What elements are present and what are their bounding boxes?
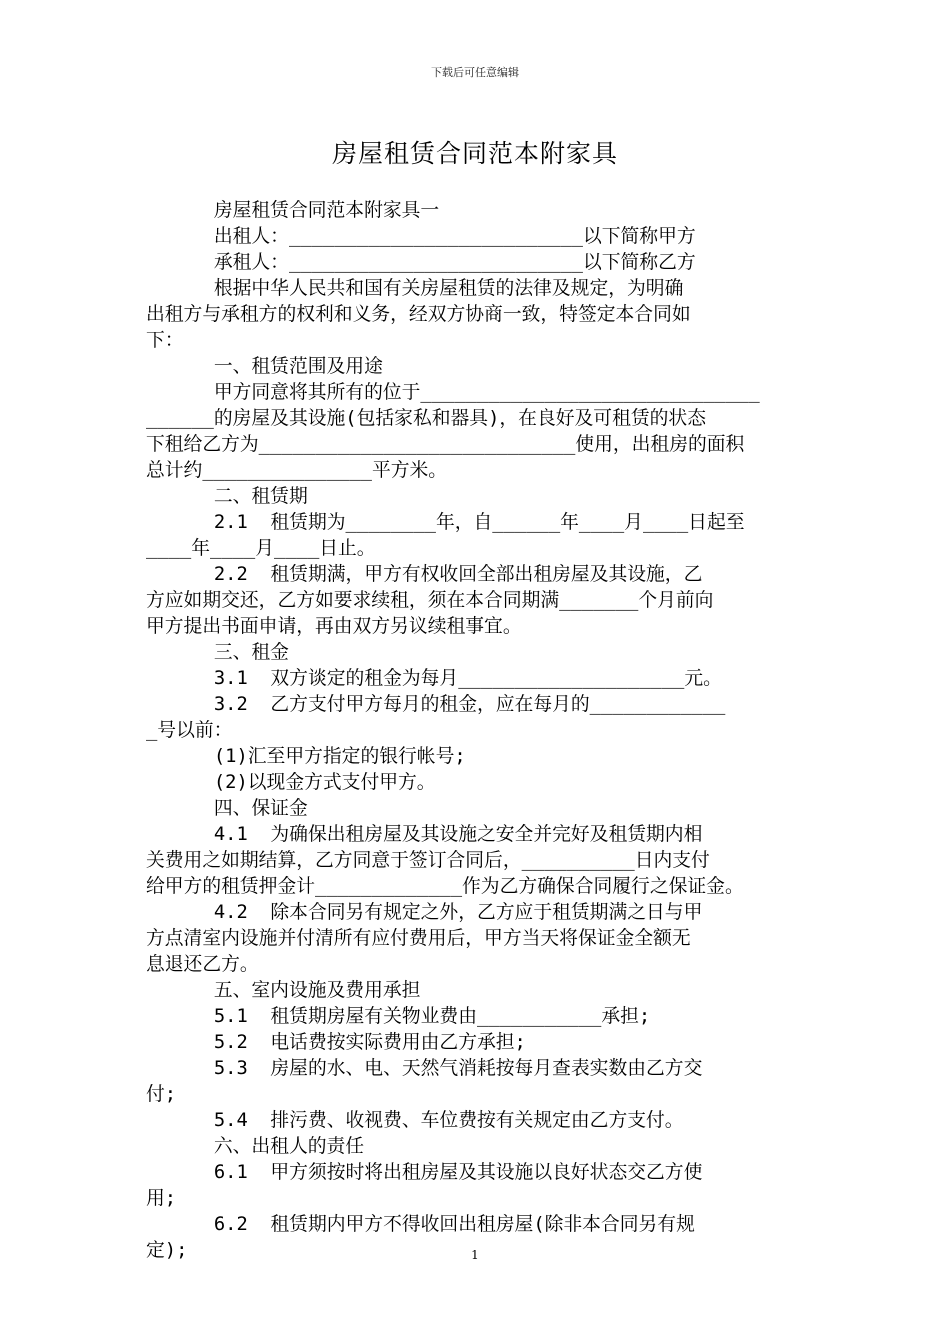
contract-line: (1)汇至甲方指定的银行帐号; [146, 746, 466, 767]
contract-line: 四、保证金 [146, 798, 308, 819]
contract-line: 总计约_______________平方米。 [146, 460, 448, 481]
contract-line: 用; [146, 1188, 177, 1209]
contract-line: 4.2 除本合同另有规定之外，乙方应于租赁期满之日与甲 [146, 902, 703, 923]
contract-line: 5.1 租赁期房屋有关物业费由___________承担; [146, 1006, 651, 1027]
contract-line: 二、租赁期 [146, 486, 308, 507]
contract-line: ______的房屋及其设施(包括家私和器具)，在良好及可租赁的状态 [146, 408, 706, 429]
contract-line: 5.2 电话费按实际费用由乙方承担; [146, 1032, 526, 1053]
contract-line: 方点清室内设施并付清所有应付费用后，甲方当天将保证金全额无 [146, 928, 691, 949]
contract-line: 给甲方的租赁押金计_____________作为乙方确保合同履行之保证金。 [146, 876, 744, 897]
contract-line: 5.4 排污费、收视费、车位费按有关规定由乙方支付。 [146, 1110, 684, 1131]
contract-line: 下： [146, 330, 184, 351]
contract-line: 6.2 租赁期内甲方不得收回出租房屋(除非本合同另有规 [146, 1214, 695, 1235]
contract-line: (2)以现金方式支付甲方。 [146, 772, 436, 793]
contract-line: 承租人：__________________________以下简称乙方 [146, 252, 696, 273]
contract-line: 根据中华人民共和国有关房屋租赁的法律及规定，为明确 [146, 278, 684, 299]
contract-line: ____年____月____日止。 [146, 538, 376, 559]
contract-line: 甲方同意将其所有的位于______________________________ [146, 382, 760, 403]
page-number: 1 [471, 1248, 479, 1262]
contract-line: 4.1 为确保出租房屋及其设施之安全并完好及租赁期内相 [146, 824, 703, 845]
contract-line: 下租给乙方为____________________________使用，出租房的面积 [146, 434, 745, 455]
contract-line: 出租方与承租方的权利和义务，经双方协商一致，特签定本合同如 [146, 304, 691, 325]
contract-line: 付; [146, 1084, 177, 1105]
contract-line: 房屋租赁合同范本附家具一 [146, 200, 440, 221]
contract-line: 关费用之如期结算，乙方同意于签订合同后，__________日内支付 [146, 850, 710, 871]
contract-line: 方应如期交还，乙方如要求续租，须在本合同期满_______个月前向 [146, 590, 714, 611]
document-title: 房屋租赁合同范本附家具 [331, 139, 618, 168]
contract-line: 6.1 甲方须按时将出租房屋及其设施以良好状态交乙方使 [146, 1162, 703, 1183]
contract-line: _号以前： [146, 720, 233, 741]
contract-line: 2.2 租赁期满，甲方有权收回全部出租房屋及其设施，乙 [146, 564, 703, 585]
contract-body [146, 198, 806, 1264]
contract-line: 三、租金 [146, 642, 289, 663]
contract-line: 3.2 乙方支付甲方每月的租金，应在每月的____________ [146, 694, 726, 715]
contract-line: 息退还乙方。 [146, 954, 259, 975]
contract-line: 一、租赁范围及用途 [146, 356, 383, 377]
contract-line: 出租人：__________________________以下简称甲方 [146, 226, 696, 247]
contract-line: 2.1 租赁期为________年，自______年____月____日起至 [146, 512, 745, 533]
contract-line: 5.3 房屋的水、电、天然气消耗按每月查表实数由乙方交 [146, 1058, 703, 1079]
header-note: 下载后可任意编辑 [431, 66, 519, 79]
contract-line: 六、出租人的责任 [146, 1136, 365, 1157]
contract-line: 甲方提出书面申请，再由双方另议续租事宜。 [146, 616, 522, 637]
contract-line: 3.1 双方谈定的租金为每月____________________元。 [146, 668, 722, 689]
contract-line: 定); [146, 1240, 188, 1261]
contract-line: 五、室内设施及费用承担 [146, 980, 421, 1001]
